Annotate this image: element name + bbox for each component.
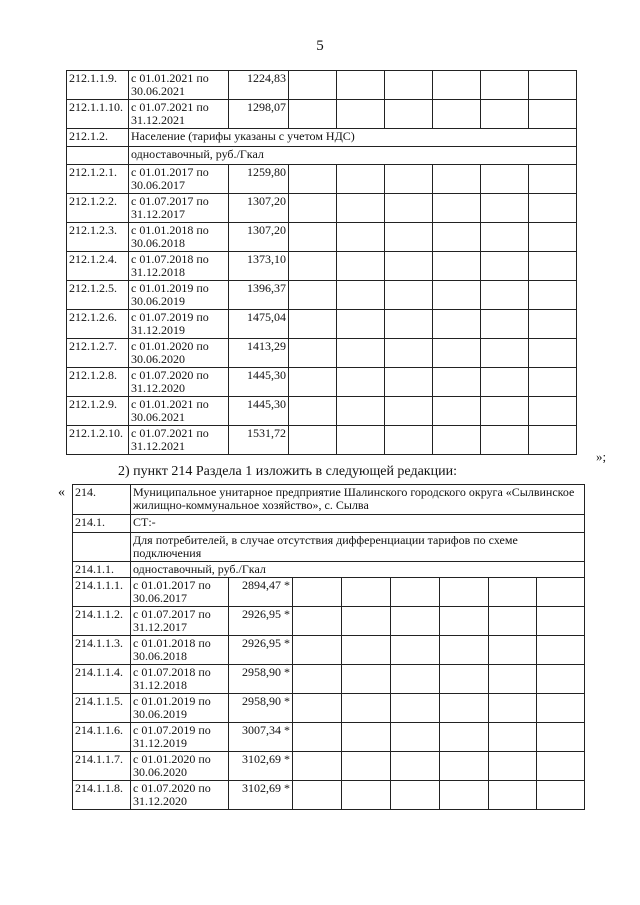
table-section-row	[73, 533, 585, 562]
row-code: 214.1.1.4.	[73, 665, 131, 694]
empty-cell	[481, 71, 529, 100]
empty-cell	[385, 310, 433, 339]
tariff-value: 1259,80	[229, 165, 289, 194]
row-code: 212.1.2.4.	[67, 252, 129, 281]
table-row	[67, 397, 577, 426]
row-code: 214.	[73, 485, 131, 515]
tariff-value: 1307,20	[229, 194, 289, 223]
empty-cell	[489, 665, 537, 694]
table-row	[67, 223, 577, 252]
empty-cell	[391, 665, 440, 694]
empty-cell	[385, 368, 433, 397]
empty-cell	[385, 71, 433, 100]
empty-cell	[385, 223, 433, 252]
tariff-period: с 01.01.2020 по 30.06.2020	[129, 339, 229, 368]
empty-cell	[537, 723, 585, 752]
row-code: 214.1.1.	[73, 562, 131, 578]
empty-cell	[391, 781, 440, 810]
empty-cell	[337, 310, 385, 339]
empty-cell	[481, 397, 529, 426]
table-row	[67, 281, 577, 310]
empty-cell	[289, 281, 337, 310]
row-code: 212.1.2.6.	[67, 310, 129, 339]
empty-cell	[433, 165, 481, 194]
empty-cell	[529, 310, 577, 339]
empty-cell	[489, 636, 537, 665]
row-code	[67, 147, 129, 165]
row-code: 212.1.1.9.	[67, 71, 129, 100]
empty-cell	[481, 339, 529, 368]
empty-cell	[391, 607, 440, 636]
empty-cell	[529, 252, 577, 281]
empty-cell	[529, 100, 577, 129]
tariff-value: 1445,30	[229, 397, 289, 426]
tariff-period: с 01.01.2020 по 30.06.2020	[131, 752, 229, 781]
empty-cell	[293, 752, 342, 781]
empty-cell	[342, 694, 391, 723]
table-row	[67, 100, 577, 129]
empty-cell	[529, 339, 577, 368]
row-code: 212.1.2.5.	[67, 281, 129, 310]
empty-cell	[529, 194, 577, 223]
table-row	[67, 426, 577, 455]
empty-cell	[289, 71, 337, 100]
empty-cell	[391, 694, 440, 723]
tariff-value: 1475,04	[229, 310, 289, 339]
empty-cell	[489, 781, 537, 810]
tariff-period: с 01.07.2018 по 31.12.2018	[129, 252, 229, 281]
empty-cell	[481, 252, 529, 281]
tariff-value: 2958,90 *	[229, 665, 293, 694]
tariff-period: с 01.01.2017 по 30.06.2017	[131, 578, 229, 607]
row-code: 214.1.1.8.	[73, 781, 131, 810]
tariff-value: 3007,34 *	[229, 723, 293, 752]
empty-cell	[537, 578, 585, 607]
empty-cell	[537, 607, 585, 636]
row-code: 214.1.1.3.	[73, 636, 131, 665]
empty-cell	[289, 100, 337, 129]
empty-cell	[342, 781, 391, 810]
empty-cell	[433, 194, 481, 223]
empty-cell	[289, 339, 337, 368]
empty-cell	[433, 281, 481, 310]
subsection-title: Для потребителей, в случае отсутствия дифференциации тарифов по схеме подключения	[131, 533, 585, 562]
section-title: СТ:-	[131, 515, 585, 533]
empty-cell	[481, 426, 529, 455]
empty-cell	[529, 165, 577, 194]
empty-cell	[537, 694, 585, 723]
tariff-table-212-body	[67, 71, 577, 455]
empty-cell	[337, 252, 385, 281]
tariff-value: 1373,10	[229, 252, 289, 281]
empty-cell	[481, 100, 529, 129]
row-code: 212.1.2.2.	[67, 194, 129, 223]
empty-cell	[489, 578, 537, 607]
table-row	[73, 578, 585, 607]
empty-cell	[529, 397, 577, 426]
tariff-period: с 01.01.2017 по 30.06.2017	[129, 165, 229, 194]
tariff-value: 1298,07	[229, 100, 289, 129]
empty-cell	[440, 607, 489, 636]
row-code: 214.1.	[73, 515, 131, 533]
empty-cell	[433, 426, 481, 455]
empty-cell	[293, 665, 342, 694]
empty-cell	[537, 636, 585, 665]
amendment-instruction: 2) пункт 214 Раздела 1 изложить в следующей редакции:	[118, 464, 457, 479]
empty-cell	[337, 71, 385, 100]
table-row	[67, 368, 577, 397]
row-code: 212.1.2.8.	[67, 368, 129, 397]
table-row	[73, 636, 585, 665]
tariff-period: с 01.01.2021 по 30.06.2021	[129, 71, 229, 100]
empty-cell	[342, 665, 391, 694]
table-row	[73, 752, 585, 781]
row-code: 212.1.2.9.	[67, 397, 129, 426]
empty-cell	[529, 281, 577, 310]
empty-cell	[293, 607, 342, 636]
row-code	[73, 533, 131, 562]
tariff-period: с 01.07.2021 по 31.12.2021	[129, 426, 229, 455]
empty-cell	[385, 252, 433, 281]
page-number: 5	[316, 38, 324, 54]
table-row	[67, 165, 577, 194]
row-code: 212.1.2.3.	[67, 223, 129, 252]
empty-cell	[440, 694, 489, 723]
opening-quote-mark: «	[58, 485, 65, 500]
row-code: 212.1.2.1.	[67, 165, 129, 194]
empty-cell	[385, 397, 433, 426]
row-code: 212.1.2.10.	[67, 426, 129, 455]
empty-cell	[391, 636, 440, 665]
empty-cell	[289, 426, 337, 455]
table-row	[73, 723, 585, 752]
empty-cell	[433, 397, 481, 426]
empty-cell	[293, 636, 342, 665]
empty-cell	[293, 723, 342, 752]
empty-cell	[529, 368, 577, 397]
table-row	[67, 310, 577, 339]
empty-cell	[433, 310, 481, 339]
empty-cell	[433, 100, 481, 129]
empty-cell	[537, 665, 585, 694]
section-title: Муниципальное унитарное предприятие Шалинского городского округа «Сылвинское жилищно-коммунальное хозяйство», с. Сылва	[131, 485, 585, 515]
table-row	[67, 339, 577, 368]
tariff-value: 3102,69 *	[229, 752, 293, 781]
tariff-period: с 01.07.2020 по 31.12.2020	[129, 368, 229, 397]
empty-cell	[433, 223, 481, 252]
empty-cell	[385, 281, 433, 310]
row-code: 214.1.1.2.	[73, 607, 131, 636]
empty-cell	[289, 165, 337, 194]
tariff-value: 1224,83	[229, 71, 289, 100]
tariff-period: с 01.01.2018 по 30.06.2018	[131, 636, 229, 665]
table-section-row	[73, 485, 585, 515]
empty-cell	[489, 723, 537, 752]
empty-cell	[289, 310, 337, 339]
table-row	[73, 694, 585, 723]
tariff-table-212	[66, 70, 577, 455]
tariff-table-214-body	[73, 485, 585, 810]
table-row	[73, 781, 585, 810]
empty-cell	[440, 665, 489, 694]
tariff-value: 2926,95 *	[229, 607, 293, 636]
empty-cell	[385, 426, 433, 455]
closing-quote-mark: »;	[596, 449, 607, 464]
tariff-value: 1445,30	[229, 368, 289, 397]
empty-cell	[289, 252, 337, 281]
subsection-title: одноставочный, руб./Гкал	[129, 147, 577, 165]
empty-cell	[337, 281, 385, 310]
empty-cell	[537, 752, 585, 781]
table-row	[73, 607, 585, 636]
tariff-value: 1413,29	[229, 339, 289, 368]
empty-cell	[342, 752, 391, 781]
row-code: 212.1.1.10.	[67, 100, 129, 129]
empty-cell	[289, 194, 337, 223]
empty-cell	[391, 578, 440, 607]
empty-cell	[489, 607, 537, 636]
section-title: одноставочный, руб./Гкал	[131, 562, 585, 578]
empty-cell	[337, 339, 385, 368]
tariff-period: с 01.01.2021 по 30.06.2021	[129, 397, 229, 426]
tariff-period: с 01.07.2018 по 31.12.2018	[131, 665, 229, 694]
empty-cell	[342, 636, 391, 665]
empty-cell	[391, 752, 440, 781]
empty-cell	[337, 368, 385, 397]
tariff-period: с 01.01.2019 по 30.06.2019	[131, 694, 229, 723]
empty-cell	[440, 636, 489, 665]
tariff-period: с 01.07.2019 по 31.12.2019	[131, 723, 229, 752]
empty-cell	[342, 578, 391, 607]
empty-cell	[481, 368, 529, 397]
empty-cell	[289, 368, 337, 397]
empty-cell	[481, 281, 529, 310]
tariff-value: 1531,72	[229, 426, 289, 455]
empty-cell	[342, 607, 391, 636]
empty-cell	[289, 397, 337, 426]
empty-cell	[289, 223, 337, 252]
empty-cell	[433, 368, 481, 397]
empty-cell	[537, 781, 585, 810]
tariff-value: 3102,69 *	[229, 781, 293, 810]
table-section-row	[67, 147, 577, 165]
row-code: 212.1.2.7.	[67, 339, 129, 368]
table-section-row	[73, 515, 585, 533]
tariff-period: с 01.07.2020 по 31.12.2020	[131, 781, 229, 810]
tariff-period: с 01.07.2021 по 31.12.2021	[129, 100, 229, 129]
empty-cell	[337, 165, 385, 194]
empty-cell	[385, 165, 433, 194]
tariff-period: с 01.07.2017 по 31.12.2017	[131, 607, 229, 636]
tariff-value: 1396,37	[229, 281, 289, 310]
table-section-row	[67, 129, 577, 147]
empty-cell	[433, 71, 481, 100]
row-code: 214.1.1.7.	[73, 752, 131, 781]
empty-cell	[481, 223, 529, 252]
table-row	[67, 194, 577, 223]
tariff-value: 2894,47 *	[229, 578, 293, 607]
tariff-value: 2958,90 *	[229, 694, 293, 723]
row-code: 212.1.2.	[67, 129, 129, 147]
empty-cell	[337, 100, 385, 129]
empty-cell	[385, 194, 433, 223]
empty-cell	[293, 781, 342, 810]
empty-cell	[481, 310, 529, 339]
row-code: 214.1.1.1.	[73, 578, 131, 607]
empty-cell	[481, 194, 529, 223]
tariff-period: с 01.07.2019 по 31.12.2019	[129, 310, 229, 339]
row-code: 214.1.1.6.	[73, 723, 131, 752]
empty-cell	[293, 694, 342, 723]
tariff-value: 1307,20	[229, 223, 289, 252]
empty-cell	[337, 397, 385, 426]
empty-cell	[342, 723, 391, 752]
table-row	[73, 665, 585, 694]
empty-cell	[433, 339, 481, 368]
empty-cell	[293, 578, 342, 607]
tariff-period: с 01.07.2017 по 31.12.2017	[129, 194, 229, 223]
empty-cell	[391, 723, 440, 752]
empty-cell	[489, 694, 537, 723]
empty-cell	[433, 252, 481, 281]
empty-cell	[385, 100, 433, 129]
empty-cell	[385, 339, 433, 368]
empty-cell	[440, 752, 489, 781]
table-row	[67, 71, 577, 100]
empty-cell	[529, 426, 577, 455]
tariff-value: 2926,95 *	[229, 636, 293, 665]
tariff-table-214	[72, 484, 585, 810]
empty-cell	[337, 194, 385, 223]
tariff-period: с 01.01.2018 по 30.06.2018	[129, 223, 229, 252]
empty-cell	[337, 426, 385, 455]
table-row	[67, 252, 577, 281]
empty-cell	[489, 752, 537, 781]
empty-cell	[529, 223, 577, 252]
empty-cell	[337, 223, 385, 252]
table-section-row	[73, 562, 585, 578]
empty-cell	[440, 781, 489, 810]
tariff-period: с 01.01.2019 по 30.06.2019	[129, 281, 229, 310]
empty-cell	[481, 165, 529, 194]
row-code: 214.1.1.5.	[73, 694, 131, 723]
empty-cell	[440, 723, 489, 752]
empty-cell	[440, 578, 489, 607]
empty-cell	[529, 71, 577, 100]
section-title: Население (тарифы указаны с учетом НДС)	[129, 129, 577, 147]
